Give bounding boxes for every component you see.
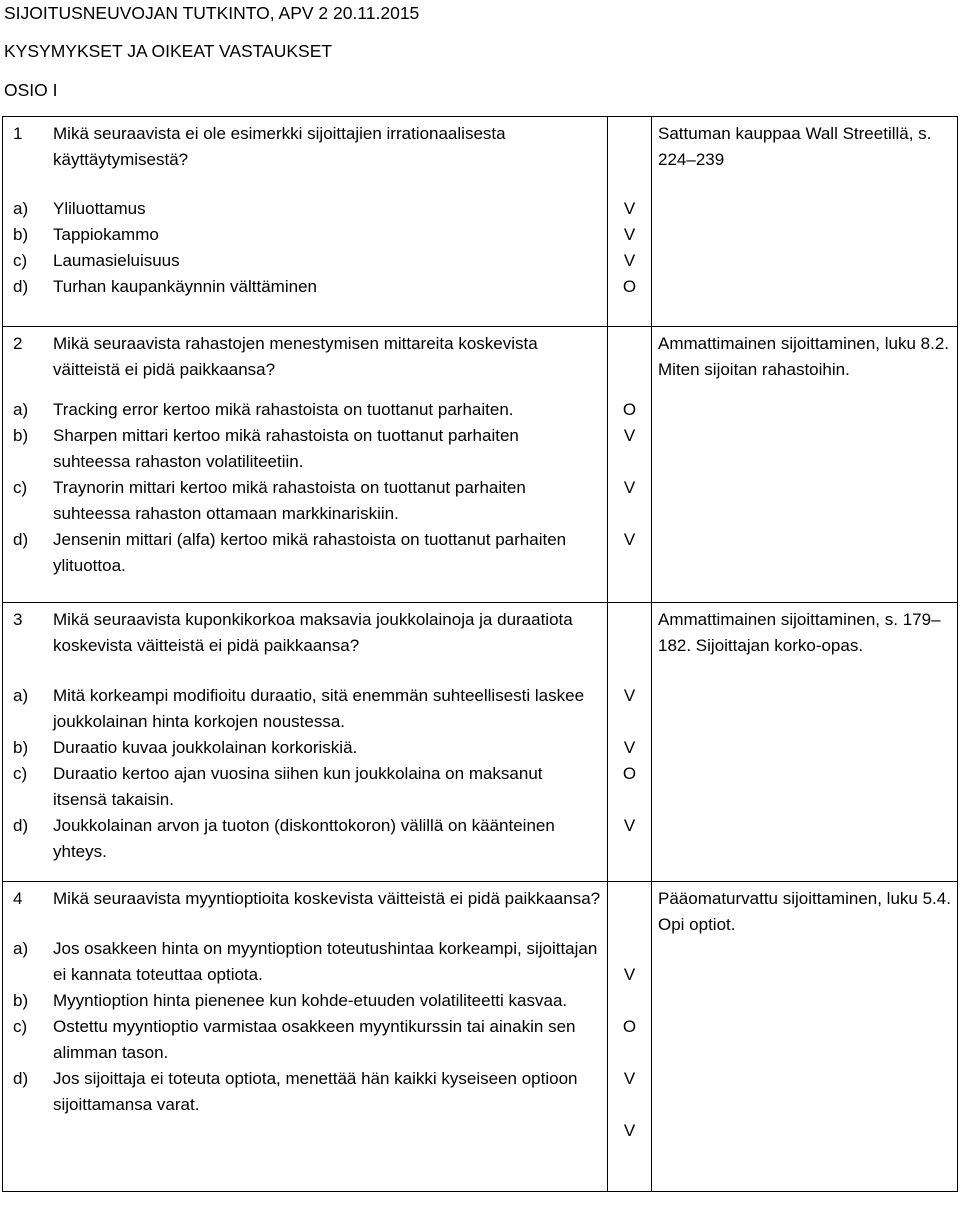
option-row (9, 683, 601, 735)
option-letter: a) (13, 199, 29, 218)
option-letter: a) (13, 939, 29, 958)
option-row (9, 936, 601, 988)
option-text: Sharpen mittari kertoo mikä rahastoista on tuottanut parhaiten suhteessa rahaston volatiliteetiin. (53, 426, 519, 471)
option-text: Joukkolainan arvon ja tuoton (diskonttokoron) välillä on käänteinen yhteys. (53, 816, 555, 861)
source-reference: Ammattimainen sijoittaminen, s. 179–182. Sijoittajan korko-opas. (658, 610, 941, 655)
answer-value: V (623, 738, 636, 757)
question-row (3, 603, 958, 882)
option-letter: a) (13, 400, 29, 419)
answer-value: O (622, 764, 637, 783)
source-cell (652, 117, 958, 327)
question-number: 3 (13, 610, 23, 629)
option-text: Jensenin mittari (alfa) kertoo mikä rahastoista on tuottanut parhaiten ylituottoa. (53, 530, 567, 575)
option-letter: b) (13, 991, 29, 1010)
option-text: Myyntioption hinta pienenee kun kohde-etuuden volatiliteetti kasvaa. (53, 991, 568, 1010)
answer-cell (608, 327, 652, 603)
option-row (9, 397, 601, 423)
answer-cell (608, 603, 652, 882)
option-text: Duraatio kertoo ajan vuosina siihen kun joukkolaina on maksanut itsensä takaisin. (53, 764, 543, 809)
question-text: Mikä seuraavista kuponkikorkoa maksavia joukkolainoja ja duraatiota koskevista väitteistä ei pidä paikkaansa? (53, 610, 573, 655)
answer-value: V (623, 816, 636, 835)
question-number: 4 (13, 889, 23, 908)
option-letter: c) (13, 478, 28, 497)
answer-value: V (623, 251, 636, 270)
option-text: Traynorin mittari kertoo mikä rahastoista on tuottanut parhaiten suhteessa rahaston ottamaan markkinariskiin. (53, 478, 526, 523)
answer-value: V (623, 478, 636, 497)
option-row (9, 735, 601, 761)
answer-value: V (623, 199, 636, 218)
option-text: Jos sijoittaja ei toteuta optiota, menettää hän kaikki kyseiseen optioon sijoittamansa varat. (53, 1069, 578, 1114)
question-row (3, 882, 958, 1192)
option-text: Laumasieluisuus (53, 251, 180, 270)
exam-title: SIJOITUSNEUVOJAN TUTKINTO, APV 2 20.11.2015 (4, 3, 420, 23)
option-row (9, 222, 601, 248)
option-letter: d) (13, 277, 29, 296)
answer-value: V (623, 225, 636, 244)
source-cell (652, 327, 958, 603)
option-letter: c) (13, 764, 28, 783)
option-row (9, 761, 601, 813)
option-row (9, 248, 601, 274)
question-cell (3, 882, 608, 1192)
answer-value: O (622, 277, 637, 296)
option-letter: b) (13, 738, 29, 757)
option-row (9, 196, 601, 222)
document-subtitle: KYSYMYKSET JA OIKEAT VASTAUKSET (4, 41, 333, 61)
option-text: Turhan kaupankäynnin välttäminen (53, 277, 317, 296)
source-cell (652, 603, 958, 882)
question-row (3, 327, 958, 603)
answer-value: O (622, 400, 637, 419)
question-cell (3, 117, 608, 327)
option-letter: d) (13, 816, 29, 835)
question-number: 2 (13, 334, 23, 353)
option-letter: a) (13, 686, 29, 705)
option-row (9, 527, 601, 579)
source-reference: Pääomaturvattu sijoittaminen, luku 5.4. Opi optiot. (658, 889, 951, 934)
answer-cell (608, 117, 652, 327)
option-text: Jos osakkeen hinta on myyntioption toteutushintaa korkeampi, sijoittajan ei kannata toteuttaa optiota. (53, 939, 598, 984)
option-row (9, 274, 601, 300)
option-text: Ostettu myyntioptio varmistaa osakkeen myyntikurssin tai ainakin sen alimman tason. (53, 1017, 576, 1062)
option-row (9, 475, 601, 527)
section-label: OSIO I (4, 80, 58, 100)
answer-value: V (623, 1069, 636, 1088)
question-cell (3, 327, 608, 603)
question-cell (3, 603, 608, 882)
option-row (9, 813, 601, 865)
question-text: Mikä seuraavista rahastojen menestymisen mittareita koskevista väitteistä ei pidä paikkaansa? (53, 334, 538, 379)
option-text: Yliluottamus (53, 199, 146, 218)
answer-value: V (623, 530, 636, 549)
question-row (3, 117, 958, 327)
option-text: Tappiokammo (53, 225, 159, 244)
option-text: Duraatio kuvaa joukkolainan korkoriskiä. (53, 738, 358, 757)
option-row (9, 1066, 601, 1118)
answer-value: V (623, 965, 636, 984)
answer-value: O (622, 1017, 637, 1036)
option-letter: b) (13, 225, 29, 244)
source-reference: Ammattimainen sijoittaminen, luku 8.2. Miten sijoitan rahastoihin. (658, 334, 950, 379)
option-letter: b) (13, 426, 29, 445)
source-reference: Sattuman kauppaa Wall Streetillä, s. 224–239 (658, 124, 932, 169)
answer-value: V (623, 686, 636, 705)
option-row (9, 988, 601, 1014)
option-letter: d) (13, 530, 29, 549)
question-text: Mikä seuraavista myyntioptioita koskevista väitteistä ei pidä paikkaansa? (53, 889, 601, 908)
option-row (9, 423, 601, 475)
answer-value: V (623, 426, 636, 445)
option-letter: d) (13, 1069, 29, 1088)
option-row (9, 1014, 601, 1066)
option-text: Tracking error kertoo mikä rahastoista on tuottanut parhaiten. (53, 400, 514, 419)
option-text: Mitä korkeampi modifioitu duraatio, sitä enemmän suhteellisesti laskee joukkolainan hinta korkojen noustessa. (53, 686, 585, 731)
question-text: Mikä seuraavista ei ole esimerkki sijoittajien irrationaalisesta käyttäytymisestä? (53, 124, 506, 169)
questions-table (2, 116, 958, 1192)
answer-cell (608, 882, 652, 1192)
option-letter: c) (13, 1017, 28, 1036)
question-number: 1 (13, 124, 23, 143)
answer-value: V (623, 1121, 636, 1140)
option-letter: c) (13, 251, 28, 270)
source-cell (652, 882, 958, 1192)
